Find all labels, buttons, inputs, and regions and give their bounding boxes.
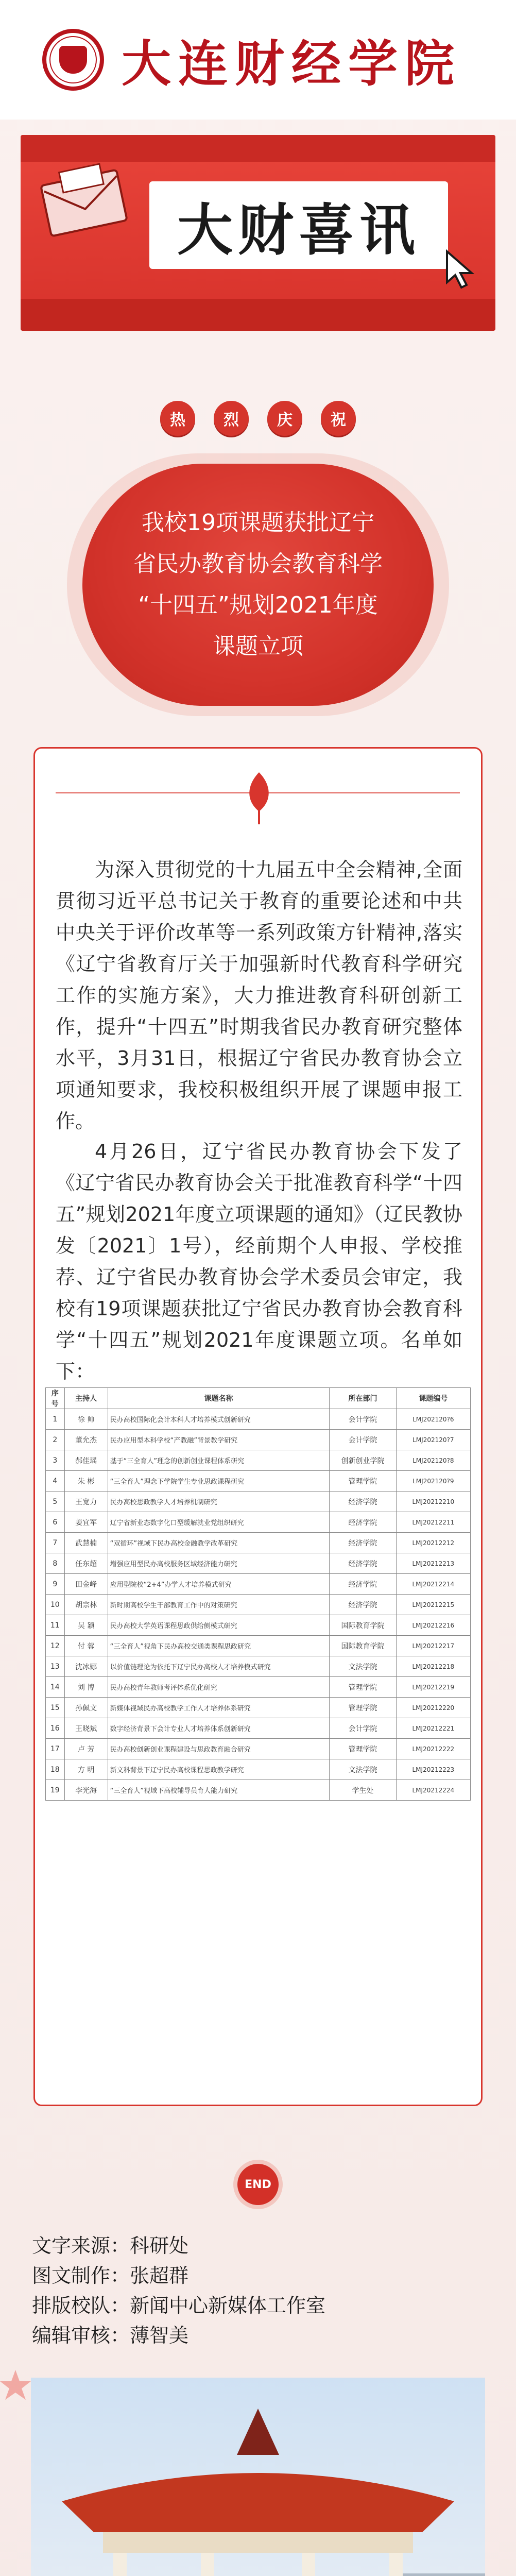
table-header: 课题名称 bbox=[108, 1388, 330, 1409]
table-header: 课题编号 bbox=[396, 1388, 470, 1409]
table-cell: 13 bbox=[46, 1656, 65, 1677]
table-header: 主持人 bbox=[64, 1388, 108, 1409]
table-cell: 新时期高校学生干部教育工作中的对策研究 bbox=[108, 1595, 330, 1615]
credit-value: 薄智美 bbox=[130, 2324, 189, 2347]
table-cell: 付 蓉 bbox=[64, 1636, 108, 1656]
table-cell: 经济学院 bbox=[330, 1492, 396, 1512]
table-header: 所在部门 bbox=[330, 1388, 396, 1409]
project-table bbox=[45, 1387, 471, 1801]
table-cell: 管理学院 bbox=[330, 1471, 396, 1492]
table-cell: 武慧楠 bbox=[64, 1533, 108, 1553]
table-cell: 民办高校大学英语课程思政供给侧模式研究 bbox=[108, 1615, 330, 1636]
table-cell: 15 bbox=[46, 1698, 65, 1718]
credit-label: 图文制作： bbox=[32, 2264, 130, 2287]
table-cell: 民办高校思政教学人才培养机制研究 bbox=[108, 1492, 330, 1512]
credits bbox=[32, 2231, 325, 2350]
table-row bbox=[46, 1512, 471, 1533]
table-cell: 文法学院 bbox=[330, 1759, 396, 1780]
table-cell: 增强应用型民办高校服务区域经济能力研究 bbox=[108, 1553, 330, 1574]
table-cell: 王宽力 bbox=[64, 1492, 108, 1512]
table-cell: LMJ20212220 bbox=[396, 1698, 470, 1718]
table-cell: 12 bbox=[46, 1636, 65, 1656]
table-row bbox=[46, 1656, 471, 1677]
credit-line bbox=[32, 2320, 325, 2350]
table-cell: LMJ20212214 bbox=[396, 1574, 470, 1595]
table-row bbox=[46, 1595, 471, 1615]
table-cell: 7 bbox=[46, 1533, 65, 1553]
table-cell: 17 bbox=[46, 1739, 65, 1759]
table-cell: 16 bbox=[46, 1718, 65, 1739]
table-cell: 管理学院 bbox=[330, 1698, 396, 1718]
table-cell: 新媒体视域民办高校教学工作人才培养体系研究 bbox=[108, 1698, 330, 1718]
campus-photo bbox=[31, 2378, 485, 2576]
header bbox=[0, 0, 516, 120]
table-cell: 10 bbox=[46, 1595, 65, 1615]
table-cell: 管理学院 bbox=[330, 1739, 396, 1759]
credit-line bbox=[32, 2291, 325, 2320]
table-cell: 9 bbox=[46, 1574, 65, 1595]
table-cell: LMJ202120?9 bbox=[396, 1471, 470, 1492]
article-card bbox=[33, 747, 483, 2106]
celebration-badge: 烈 bbox=[214, 401, 249, 436]
university-name: 大连财经学院 bbox=[122, 34, 461, 93]
envelope-icon bbox=[35, 162, 138, 239]
table-cell: 5 bbox=[46, 1492, 65, 1512]
table-row bbox=[46, 1450, 471, 1471]
table-cell: 田金峰 bbox=[64, 1574, 108, 1595]
headline-line: 课题立项 bbox=[213, 633, 303, 659]
celebration-badge: 祝 bbox=[321, 401, 356, 436]
table-cell: 19 bbox=[46, 1780, 65, 1801]
table-cell: 民办高校创新创业课程建设与思政教育融合研究 bbox=[108, 1739, 330, 1759]
table-cell: LMJ20212219 bbox=[396, 1677, 470, 1698]
table-cell: 姜宜军 bbox=[64, 1512, 108, 1533]
table-cell: 沈冰娜 bbox=[64, 1656, 108, 1677]
leaf-icon bbox=[241, 770, 277, 827]
table-cell: LMJ202120?6 bbox=[396, 1409, 470, 1430]
table-cell: 18 bbox=[46, 1759, 65, 1780]
table-cell: LMJ20212223 bbox=[396, 1759, 470, 1780]
table-cell: LMJ20212221 bbox=[396, 1718, 470, 1739]
table-row bbox=[46, 1698, 471, 1718]
celebration-badges bbox=[0, 401, 516, 436]
table-cell: LMJ20212215 bbox=[396, 1595, 470, 1615]
table-cell: 3 bbox=[46, 1450, 65, 1471]
banner-bottom-strip bbox=[21, 299, 495, 331]
table-cell: 朱 彬 bbox=[64, 1471, 108, 1492]
table-cell: LMJ202120?8 bbox=[396, 1450, 470, 1471]
table-cell: 卢 芳 bbox=[64, 1739, 108, 1759]
university-logo bbox=[42, 29, 104, 91]
table-cell: LMJ20212222 bbox=[396, 1739, 470, 1759]
table-row bbox=[46, 1409, 471, 1430]
table-header: 序号 bbox=[46, 1388, 65, 1409]
table-cell: 经济学院 bbox=[330, 1574, 396, 1595]
table-row bbox=[46, 1677, 471, 1698]
table-cell: LMJ20212211 bbox=[396, 1512, 470, 1533]
credit-value: 科研处 bbox=[130, 2234, 189, 2257]
headline bbox=[82, 464, 434, 706]
credit-value: 新闻中心新媒体工作室 bbox=[130, 2294, 326, 2317]
table-cell: 辽宁省新业态数字化口型缓解就业党组织研究 bbox=[108, 1512, 330, 1533]
table-cell: 数字经济背景下会计专业人才培养体系创新研究 bbox=[108, 1718, 330, 1739]
table-cell: 8 bbox=[46, 1553, 65, 1574]
table-cell: 11 bbox=[46, 1615, 65, 1636]
article-paragraph: 为深入贯彻党的十九届五中全会精神,全面贯彻习近平总书记关于教育的重要论述和中共中央关于评价改革等一系列政策方针精神,落实《辽宁省教育厅关于加强新时代教育科学研究工作的实施方案》，大力推进教育科研创新工作，提升“十四五”时期我省民办教育研究整体水平，3月31日，根据辽宁省民办教育协会立项通知要求，我校积极组织开展了课题申报工作。 bbox=[56, 858, 462, 1132]
table-cell: 经济学院 bbox=[330, 1533, 396, 1553]
table-cell: LMJ20212216 bbox=[396, 1615, 470, 1636]
table-cell: 民办高校国际化会计本科人才培养模式创新研究 bbox=[108, 1409, 330, 1430]
table-body bbox=[46, 1409, 471, 1801]
credit-value: 张超群 bbox=[130, 2264, 189, 2287]
table-cell: 国际教育学院 bbox=[330, 1615, 396, 1636]
table-cell: 会计学院 bbox=[330, 1409, 396, 1430]
table-header-row bbox=[46, 1388, 471, 1409]
table-cell: 方 明 bbox=[64, 1759, 108, 1780]
table-cell: “三全育人”视角下民办高校交通类课程思政研究 bbox=[108, 1636, 330, 1656]
table-cell: 14 bbox=[46, 1677, 65, 1698]
table-cell: LMJ20212213 bbox=[396, 1553, 470, 1574]
cursor-icon bbox=[443, 248, 479, 290]
news-banner bbox=[21, 135, 495, 331]
credit-label: 编辑审核： bbox=[32, 2324, 130, 2347]
table-row bbox=[46, 1553, 471, 1574]
table-cell: 1 bbox=[46, 1409, 65, 1430]
banner-top-strip bbox=[21, 135, 495, 162]
table-cell: 王晓斌 bbox=[64, 1718, 108, 1739]
table-row bbox=[46, 1574, 471, 1595]
table-cell: 管理学院 bbox=[330, 1677, 396, 1698]
table-cell: 经济学院 bbox=[330, 1553, 396, 1574]
table-cell: LMJ20212217 bbox=[396, 1636, 470, 1656]
table-cell: 新文科背景下辽宁民办高校课程思政教学研究 bbox=[108, 1759, 330, 1780]
table-cell: 民办应用型本科学校“产教融”背景教学研究 bbox=[108, 1430, 330, 1450]
table-cell: 国际教育学院 bbox=[330, 1636, 396, 1656]
table-cell: 郝佳瑶 bbox=[64, 1450, 108, 1471]
celebration-badge: 热 bbox=[160, 401, 195, 436]
celebration-badge: 庆 bbox=[267, 401, 302, 436]
table-cell: LMJ20212218 bbox=[396, 1656, 470, 1677]
table-cell: 经济学院 bbox=[330, 1595, 396, 1615]
table-cell: 徐 帅 bbox=[64, 1409, 108, 1430]
end-badge: END bbox=[237, 2164, 279, 2205]
table-cell: LMJ202120?7 bbox=[396, 1430, 470, 1450]
headline-line: “十四五”规划2021年度 bbox=[138, 592, 378, 618]
table-cell: 6 bbox=[46, 1512, 65, 1533]
decorative-star-left bbox=[0, 2365, 31, 2576]
table-cell: 民办高校青年教师考评体系优化研究 bbox=[108, 1677, 330, 1698]
headline-line: 省民办教育协会教育科学 bbox=[133, 551, 383, 577]
table-cell: 会计学院 bbox=[330, 1718, 396, 1739]
table-cell: 孙佩文 bbox=[64, 1698, 108, 1718]
pavilion-illustration bbox=[31, 2378, 485, 2576]
table-cell: “双循环”视域下民办高校金融教学改革研究 bbox=[108, 1533, 330, 1553]
credit-label: 排版校队： bbox=[32, 2294, 130, 2317]
table-cell: 2 bbox=[46, 1430, 65, 1450]
table-cell: LMJ20212212 bbox=[396, 1533, 470, 1553]
credit-line bbox=[32, 2261, 325, 2291]
table-cell: LMJ20212224 bbox=[396, 1780, 470, 1801]
table-row bbox=[46, 1718, 471, 1739]
headline-line: 我校19项课题获批辽宁 bbox=[142, 510, 374, 536]
article-paragraph: 4月26日，辽宁省民办教育协会下发了《辽宁省民办教育协会关于批准教育科学“十四五”规划2021年度立项课题的通知》（辽民教协发〔2021〕1号），经前期个人申报、学校推荐、辽宁省民办教育协会学术委员会审定，我校有19项课题获批辽宁省民办教育协会教育科学“十四五”规划2021年度课题立项。名单如下： bbox=[56, 1140, 462, 1383]
credit-label: 文字来源： bbox=[32, 2234, 130, 2257]
table-cell: 经济学院 bbox=[330, 1512, 396, 1533]
decorative-star-right bbox=[485, 2365, 516, 2576]
table-row bbox=[46, 1533, 471, 1553]
table-cell: 董允杰 bbox=[64, 1430, 108, 1450]
table-cell: 学生处 bbox=[330, 1780, 396, 1801]
credit-line bbox=[32, 2231, 325, 2261]
table-row bbox=[46, 1492, 471, 1512]
table-cell: LMJ20212210 bbox=[396, 1492, 470, 1512]
table-row bbox=[46, 1615, 471, 1636]
table-cell: 文法学院 bbox=[330, 1656, 396, 1677]
table-cell: 刘 博 bbox=[64, 1677, 108, 1698]
table-cell: 胡宗林 bbox=[64, 1595, 108, 1615]
table-cell: “三全育人”理念下学院学生专业思政课程研究 bbox=[108, 1471, 330, 1492]
table-cell: “三全育人”视域下高校辅导员育人能力研究 bbox=[108, 1780, 330, 1801]
table-row bbox=[46, 1759, 471, 1780]
table-row bbox=[46, 1739, 471, 1759]
table-cell: 4 bbox=[46, 1471, 65, 1492]
table-cell: 李光海 bbox=[64, 1780, 108, 1801]
table-cell: 吴 颖 bbox=[64, 1615, 108, 1636]
table-cell: 创新创业学院 bbox=[330, 1450, 396, 1471]
table-cell: 以价值链理论为依托下辽宁民办高校人才培养模式研究 bbox=[108, 1656, 330, 1677]
table-cell: 会计学院 bbox=[330, 1430, 396, 1450]
table-cell: 基于“三全育人”理念的创新创业课程体系研究 bbox=[108, 1450, 330, 1471]
table-cell: 任东超 bbox=[64, 1553, 108, 1574]
banner-title: 大财喜讯 bbox=[149, 181, 448, 269]
table-row bbox=[46, 1636, 471, 1656]
table-row bbox=[46, 1780, 471, 1801]
table-cell: 应用型院校“2+4”办学人才培养模式研究 bbox=[108, 1574, 330, 1595]
table-row bbox=[46, 1471, 471, 1492]
table-row bbox=[46, 1430, 471, 1450]
